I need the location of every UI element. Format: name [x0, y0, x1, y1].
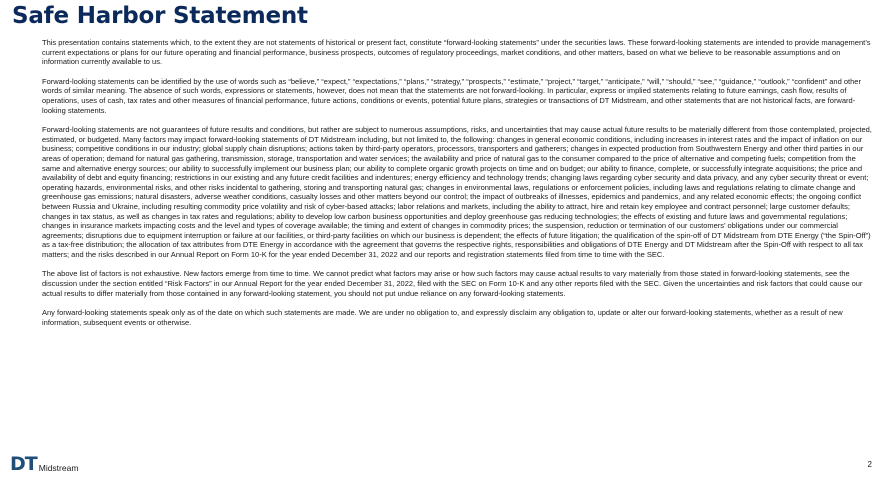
logo-mark: DT — [10, 453, 37, 475]
page-number: 2 — [867, 460, 872, 469]
safe-harbor-body — [42, 38, 874, 337]
paragraph-identification: Forward-looking statements can be identified by the use of words such as “believe,” “expect,” “expectations,” “plans,” “strategy,” “prospects,” “estimate,” “project,” “target,” “anticipate,” “will,” “should,” “see,” “guidance,” “outlook,” “confident” and other words of similar meaning. The absence of such words, expressions or statements, however, does not mean that the statements are not forward-looking. In particular, express or implied statements relating to future earnings, cash flow, results of operations, uses of cash, tax rates and other measures of financial performance, future actions, conditions or events, potential future plans, strategies or transactions of DT Midstream, and other statements that are not historical facts, are forward-looking statements. — [42, 76, 861, 115]
logo-text: Midstream — [38, 463, 79, 473]
dt-midstream-logo — [10, 455, 78, 474]
paragraph-date-of-statement: Any forward-looking statements speak only as of the date on which such statements are made. We are under no obligation to, and expressly disclaim any obligation to, update or alter our forward-looking statements, whether as a result of new information, subsequent events or otherwise. — [42, 308, 843, 327]
paragraph-not-exhaustive: The above list of factors is not exhaustive. New factors emerge from time to time. We cannot predict what factors may arise or how such factors may cause actual results to vary materially from those stated in forward-looking statements, see the discussion under the section entitled “Risk Factors” in our Annual Report for the year ended December 31, 2022, filed with the SEC on Form 10-K and any other reports filed with the SEC. Given the uncertainties and risk factors that could cause our actual results to differ materially from those contained in any forward-looking statement, you should not put undue reliance on any forward-looking statements. — [42, 269, 863, 298]
paragraph-intro: This presentation contains statements which, to the extent they are not statements of historical or present fact, constitute “forward-looking statements” under the securities laws. These forward-looking statements are intended to provide management’s current expectations or plans for our future operating and financial performance, business prospects, outcomes of regulatory proceedings, market conditions, and other matters, based on what we believe to be reasonable assumptions and on information currently available to us. — [42, 38, 871, 67]
page-title: Safe Harbor Statement — [12, 3, 308, 29]
paragraph-risk-factors: Forward-looking statements are not guarantees of future results and conditions, but rather are subject to numerous assumptions, risks, and uncertainties that may cause actual future results to be materially different from those contemplated, projected, estimated, or budgeted. Many factors may impact forward-looking statements of DT Midstream including, but not limited to, the following: changes in general economic conditions, including increases in interest rates and the impact of inflation on our business; competitive conditions in our industry; global supply chain disruptions; actions taken by third-party operators, processors, transporters and gatherers; changes in expected production from Southwestern Energy and other third parties in our areas of operation; demand for natural gas gathering, transmission, storage, transportation and water services; the availability and price of natural gas to the consumer compared to the price of alternative and competing fuels; competition from the same and alternative energy sources; our ability to successfully implement our business plan; our ability to complete organic growth projects on time and on budget; our ability to finance, complete, or successfully integrate acquisitions; the price and availability of debt and equity financing; restrictions in our existing and any future credit facilities and indentures; energy efficiency and technology trends; changing laws regarding cyber security and data privacy, and any cyber security threat or event; operating hazards, environmental risks, and other risks incidental to gathering, storing and transporting natural gas; changes in environmental laws, regulations or enforcement policies, including laws and regulations relating to climate change and greenhouse gas emissions; natural disasters, adverse weather conditions, casualty losses and other matters beyond our control; the impact of outbreaks of illnesses, epidemics and pandemics, and any related economic effects; the ongoing conflict between Russia and Ukraine, including resulting commodity price volatility and risk of cyber-based attacks; labor relations and markets, including the ability to attract, hire and retain key employee and contract personnel; large customer defaults; changes in tax status, as well as changes in tax rates and regulations; ability to develop low carbon business opportunities and deploy greenhouse gas reducing technologies; the effects of existing and future laws and governmental regulations; changes in insurance markets impacting costs and the level and types of coverage available; the timing and extent of changes in commodity prices; the suspension, reduction or termination of our customers’ obligations under our commercial agreements; disruptions due to equipment interruption or failure at our facilities, or third-party facilities on which our business is dependent; the effects of future litigation; the qualification of the spin-off of DT Midstream from DTE Energy (“the Spin-Off”) as a tax-free distribution; the allocation of tax attributes from DTE Energy in accordance with the agreement that governs the respective rights, responsibilities and obligations of DTE Energy and DT Midstream after the Spin-Off with respect to all tax matters; and the risks described in our Annual Report on Form 10-K for the year ended December 31, 2022 and our reports and registration statements filed from time to time with the SEC. — [42, 125, 872, 259]
